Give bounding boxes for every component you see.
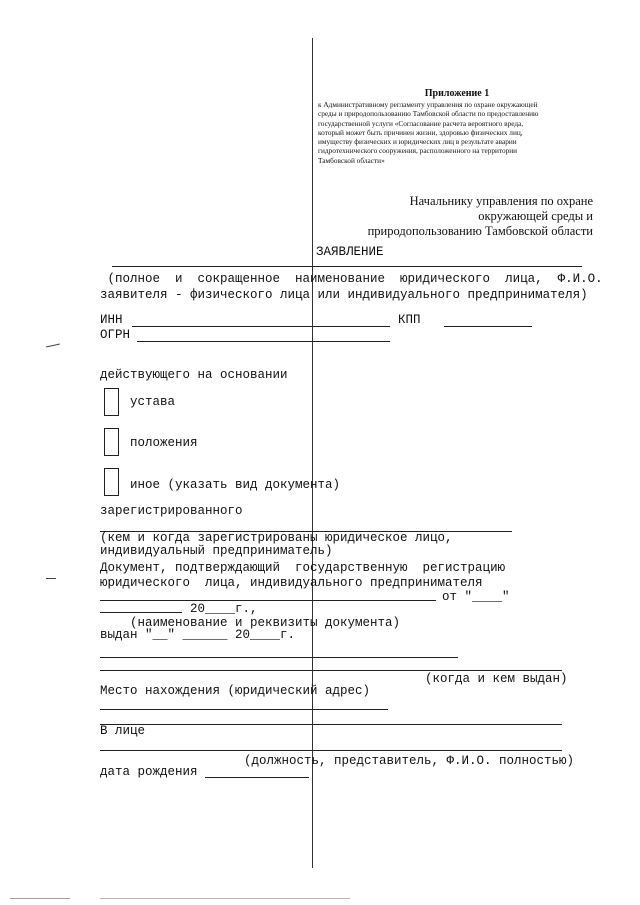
charter-label: устава xyxy=(130,395,176,409)
ogrn-label: ОГРН xyxy=(100,328,131,342)
reg-doc-field[interactable] xyxy=(100,600,436,601)
location-field-2[interactable] xyxy=(100,724,562,725)
bottom-mark xyxy=(10,898,70,899)
margin-mark xyxy=(46,578,56,579)
applicant-caption: (полное и сокращенное наименование юридического лица, Ф.И.О. заявителя - физического лица или индивидуального предпринимателя) xyxy=(100,272,603,302)
registration-caption: (кем и когда зарегистрированы юридическое лицо, индивидуальный предприниматель) xyxy=(100,531,453,558)
location-label: Место нахождения (юридический адрес) xyxy=(100,684,371,698)
person-label: В лице xyxy=(100,724,146,738)
appendix-text: к Административному регламенту управления по охране окружающей среды и природопользованию Тамбовской области по предоставлению государственной услуги «Согласование расчета вероятного вреда, который может быть причинен жизни, здоровью физических лиц, имуществу физических и юридических лиц в результате аварии гидротехнического сооружения, расположенного на территории Тамбовской области» xyxy=(318,100,539,165)
location-field-1[interactable] xyxy=(100,709,388,710)
bottom-mark xyxy=(100,898,350,899)
issued-caption: (когда и кем выдан) xyxy=(425,672,568,686)
birth-field[interactable] xyxy=(205,777,309,778)
kpp-label: КПП xyxy=(398,313,421,327)
other-checkbox[interactable] xyxy=(104,468,119,496)
kpp-field[interactable] xyxy=(444,326,532,327)
regulation-checkbox[interactable] xyxy=(104,428,119,456)
person-field[interactable] xyxy=(100,750,562,751)
other-label: иное (указать вид документа) xyxy=(130,478,341,492)
margin-mark xyxy=(46,344,60,348)
issued-field-2[interactable] xyxy=(100,670,562,671)
inn-field[interactable] xyxy=(132,326,390,327)
from-date: от "____" xyxy=(442,590,510,604)
appendix-title: Приложение 1 xyxy=(424,88,490,99)
issued-line: выдан "__" ______ 20____г. xyxy=(100,628,296,642)
applicant-field[interactable] xyxy=(112,266,582,267)
basis-label: действующего на основании xyxy=(100,368,288,382)
charter-checkbox[interactable] xyxy=(104,388,119,416)
fold-line xyxy=(312,38,313,868)
inn-label: ИНН xyxy=(100,313,123,327)
date-field[interactable] xyxy=(100,612,182,613)
ogrn-field[interactable] xyxy=(137,341,390,342)
document-title: ЗАЯВЛЕНИЕ xyxy=(316,245,384,259)
regulation-label: положения xyxy=(130,436,198,450)
addressee: Начальнику управления по охране окружающей среды и природопользованию Тамбовской области xyxy=(367,194,593,238)
reg-doc-text: Документ, подтверждающий государственную регистрацию юридического лица, индивидуального предпринимателя xyxy=(100,561,506,590)
issued-field-1[interactable] xyxy=(100,657,458,658)
registered-label: зарегистрированного xyxy=(100,504,243,518)
birth-label: дата рождения xyxy=(100,765,198,779)
year-line: 20____г., xyxy=(190,602,258,616)
document-caption: (наименование и реквизиты документа) xyxy=(130,616,401,630)
person-caption: (должность, представитель, Ф.И.О. полностью) xyxy=(244,754,575,768)
